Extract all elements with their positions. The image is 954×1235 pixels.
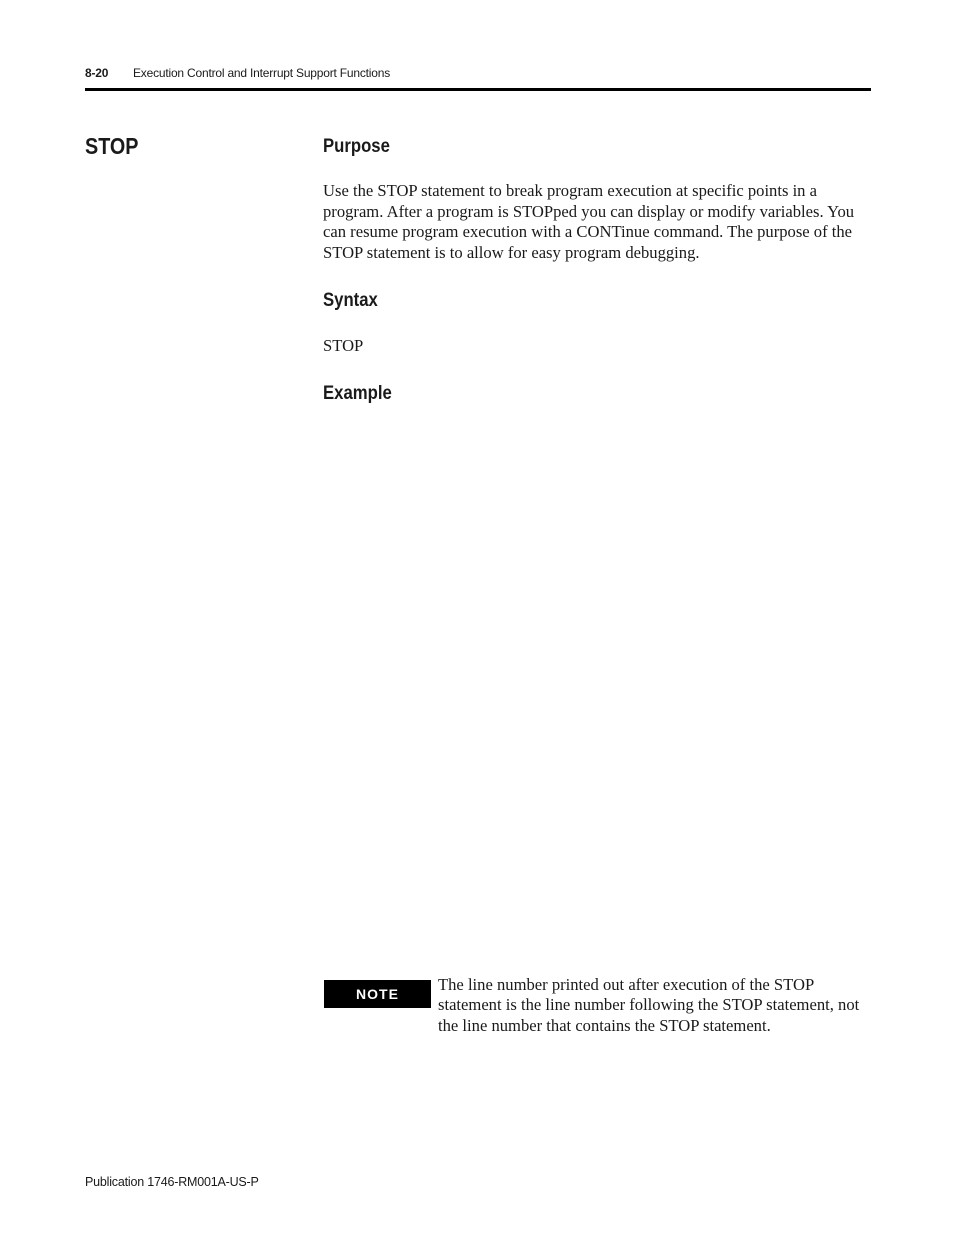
running-header — [85, 66, 390, 80]
page-number: 8-20 — [85, 66, 109, 80]
syntax-heading: Syntax — [323, 290, 378, 311]
example-heading: Example — [323, 383, 392, 404]
syntax-text: STOP — [323, 336, 364, 355]
purpose-text: Use the STOP statement to break program execution at specific points in a program. After a program is STOPped you can display or modify variables. You can resume program execution with a CONTinue command. The purpose of the STOP statement is to allow for easy program debugging. — [323, 181, 855, 262]
note-label: NOTE — [324, 980, 431, 1008]
header-rule — [85, 88, 871, 91]
note-text: The line number printed out after execution of the STOP statement is the line number following the STOP statement, not the line number that contains the STOP statement. — [438, 975, 860, 1035]
purpose-heading: Purpose — [323, 136, 390, 157]
section-title: STOP — [85, 133, 139, 159]
chapter-title: Execution Control and Interrupt Support Functions — [133, 66, 391, 80]
publication-footer: Publication 1746-RM001A-US-P — [85, 1175, 259, 1189]
